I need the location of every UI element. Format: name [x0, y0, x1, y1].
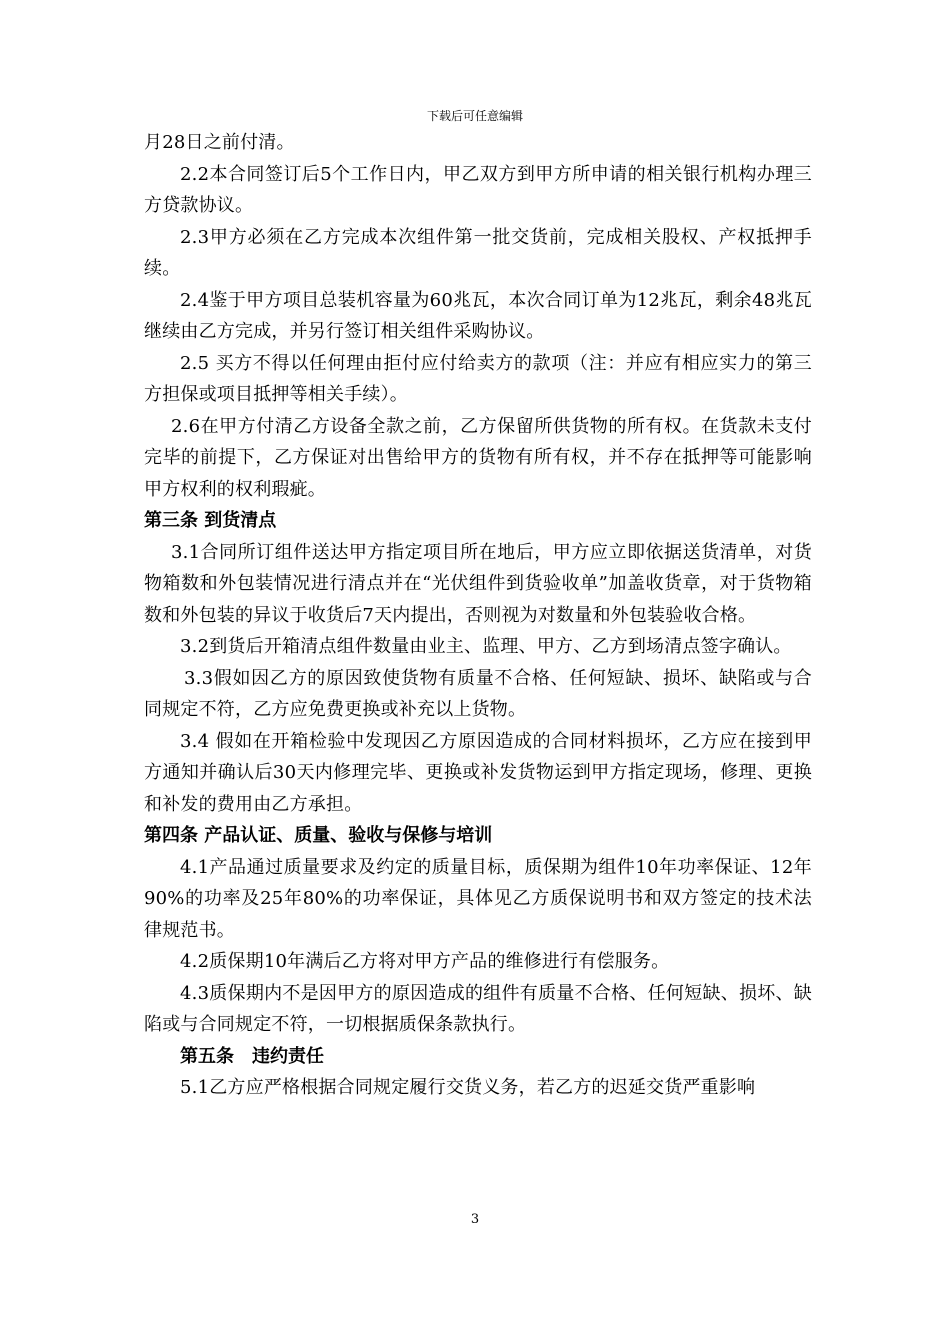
paragraph-4-3: 4.3质保期内不是因甲方的原因造成的组件有质量不合格、任何短缺、损坏、缺陷或与合同规定不符，一切根据质保条款执行。 [144, 982, 812, 1035]
paragraph-3-4: 3.4 假如在开箱检验中发现因乙方原因造成的合同材料损坏，乙方应在接到甲方通知并确认后30天内修理完毕、更换或补发货物运到甲方指定现场，修理、更换和补发的费用由乙方承担。 [144, 730, 812, 815]
paragraph-3-1: 3.1合同所订组件送达甲方指定项目所在地后，甲方应立即依据送货清单，对货物箱数和外包装情况进行清点并在“光伏组件到货验收单”加盖收货章，对于货物箱数和外包装的异议于收货后7天内提出，否则视为对数量和外包装验收合格。 [144, 541, 812, 626]
paragraph-2-5: 2.5 买方不得以任何理由拒付应付给卖方的款项（注：并应有相应实力的第三方担保或项目抵押等相关手续）。 [144, 352, 812, 405]
section-heading-5: 第五条 违约责任 [180, 1045, 324, 1067]
paragraph-4-1: 4.1产品通过质量要求及约定的质量目标，质保期为组件10年功率保证、12年90%的功率及25年80%的功率保证，具体见乙方质保说明书和双方签定的技术法律规范书。 [144, 856, 812, 941]
paragraph-4-2: 4.2质保期10年满后乙方将对甲方产品的维修进行有偿服务。 [180, 951, 670, 972]
paragraph-2-2: 2.2本合同签订后5个工作日内，甲乙双方到甲方所申请的相关银行机构办理三方贷款协议。 [144, 163, 812, 216]
page-header: 下载后可任意编辑 [426, 109, 523, 123]
page-number: 3 [470, 1212, 480, 1227]
paragraph-2-3: 2.3甲方必须在乙方完成本次组件第一批交货前，完成相关股权、产权抵押手续。 [144, 226, 812, 279]
paragraph-5-1: 5.1乙方应严格根据合同规定履行交货义务，若乙方的迟延交货严重影响 [180, 1077, 756, 1098]
paragraph-2-6: 2.6在甲方付清乙方设备全款之前，乙方保留所供货物的所有权。在货款未支付完毕的前提下，乙方保证对出售给甲方的货物有所有权，并不存在抵押等可能影响甲方权利的权利瑕疵。 [144, 415, 812, 500]
paragraph-3-3: 3.3假如因乙方的原因致使货物有质量不合格、任何短缺、损坏、缺陷或与合同规定不符，乙方应免费更换或补充以上货物。 [144, 667, 812, 720]
paragraph-2-4: 2.4鉴于甲方项目总装机容量为60兆瓦，本次合同订单为12兆瓦，剩余48兆瓦继续由乙方完成，并另行签订相关组件采购协议。 [144, 289, 812, 342]
paragraph-3-2: 3.2到货后开箱清点组件数量由业主、监理、甲方、乙方到场清点签字确认。 [180, 636, 792, 657]
section-heading-4: 第四条 产品认证、质量、验收与保修与培训 [144, 825, 493, 846]
document-body [144, 127, 812, 1104]
paragraph-2-1-tail: 月28日之前付清。 [144, 132, 295, 153]
section-heading-3: 第三条 到货清点 [144, 510, 277, 531]
